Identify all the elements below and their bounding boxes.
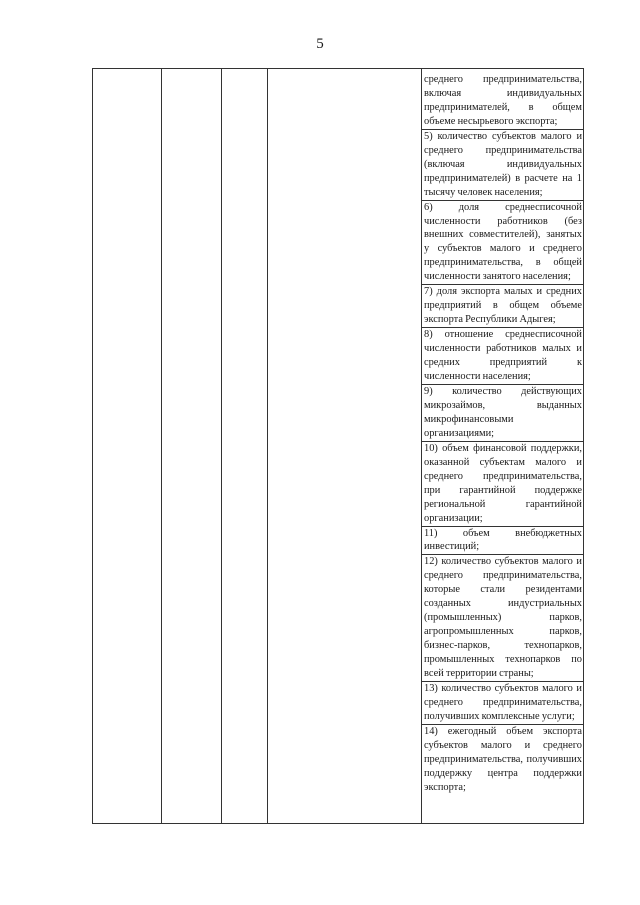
table-cell-empty (162, 69, 222, 824)
indicators-cell (422, 69, 584, 824)
indicator-item: 10) объем финансовой поддержки, оказанной субъектам малого и среднего предпринимательства, при гарантийной поддержке региональной гарантийной организации; (424, 442, 582, 524)
table-row (93, 69, 584, 824)
indicator-item: среднего предпринимательства, включая индивидуальных предпринимателей, в общем объеме несырьевого экспорта; (424, 74, 582, 127)
indicator-item: 6) доля среднесписочной численности работников (без внешних совместителей), занятых у субъектов малого и среднего предпринимательства, в общей численности занятого населения; (424, 201, 582, 283)
indicator-item: 9) количество действующих микрозаймов, выданных микрофинансовыми организациями; (424, 385, 582, 439)
table-cell-empty (268, 69, 422, 824)
program-table (92, 68, 584, 824)
indicator-item: 11) объем внебюджетных инвестиций; (424, 527, 582, 553)
table-cell-empty (222, 69, 268, 824)
indicator-item: 7) доля экспорта малых и средних предприятий в общем объеме экспорта Республики Адыгея; (424, 286, 582, 326)
indicator-item: 13) количество субъектов малого и среднего предпринимательства, получивших комплексные услуги; (424, 682, 582, 722)
indicator-item: 5) количество субъектов малого и среднего предпринимательства (включая индивидуальных предпринимателей) в расчете на 1 тысячу человек населения; (424, 130, 582, 198)
indicator-list (422, 73, 583, 795)
indicator-item: 8) отношение среднесписочной численности работников малых и средних предприятий к численности населения; (424, 329, 582, 383)
page-number: 5 (316, 36, 324, 52)
indicator-item: 14) ежегодный объем экспорта субъектов малого и среднего предпринимательства, получивших поддержку центра поддержки экспорта; (424, 725, 582, 793)
indicator-item: 12) количество субъектов малого и среднего предпринимательства, которые стали резидентами созданных индустриальных (промышленных) парков, агропромышленных парков, бизнес-парков, технопарков, промышленных технопарков по всей территории страны; (424, 556, 582, 680)
table-cell-empty (93, 69, 162, 824)
